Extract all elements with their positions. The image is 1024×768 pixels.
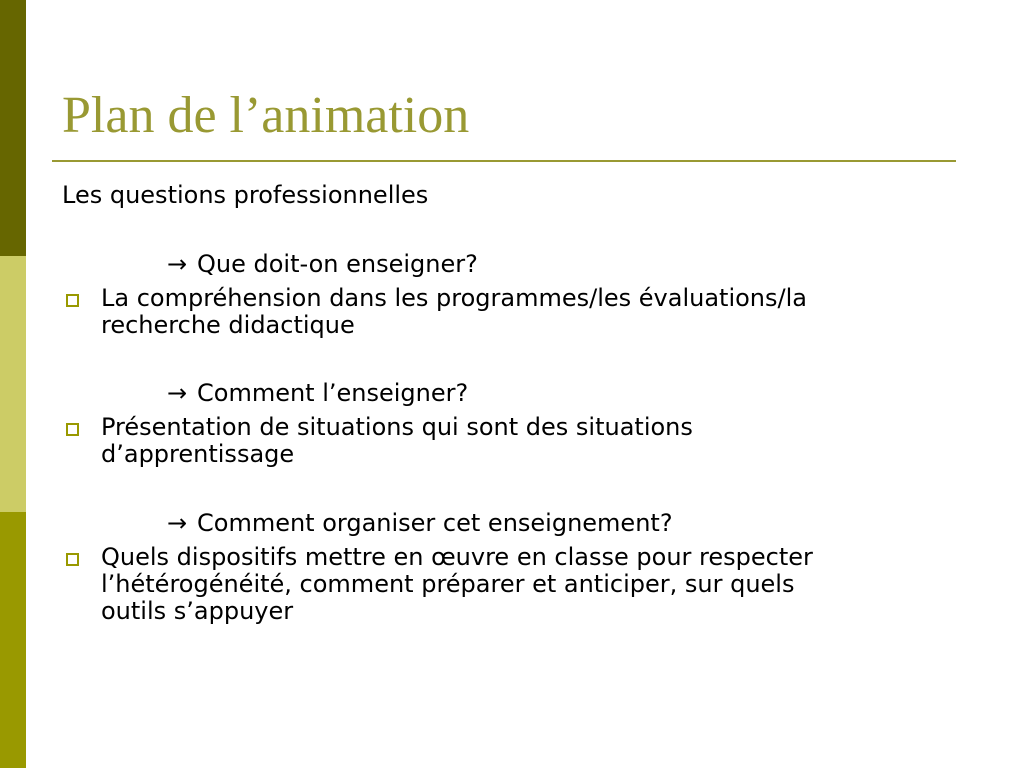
bullet-line: d’apprentissage xyxy=(101,440,295,468)
arrow-right-icon: → xyxy=(167,379,188,407)
bullet-line: outils s’appuyer xyxy=(101,597,294,625)
question-line-1 xyxy=(167,250,478,278)
question-text: Comment organiser cet enseignement? xyxy=(197,509,673,537)
bullet-text xyxy=(101,544,971,625)
bullet-text xyxy=(101,414,971,468)
arrow-right-icon: → xyxy=(167,509,188,537)
bullet-text xyxy=(101,285,971,339)
bullet-line: Présentation de situations qui sont des situations xyxy=(101,413,693,441)
square-bullet-icon xyxy=(66,294,79,307)
bullet-line: Quels dispositifs mettre en œuvre en classe pour respecter xyxy=(101,543,813,571)
intro-text: Les questions professionnelles xyxy=(62,181,429,209)
bullet-line: l’hétérogénéité, comment préparer et anticiper, sur quels xyxy=(101,570,795,598)
question-text: Que doit-on enseigner? xyxy=(197,250,478,278)
question-line-3 xyxy=(167,509,673,537)
slide-title: Plan de l’animation xyxy=(62,87,470,144)
question-text: Comment l’enseigner? xyxy=(197,379,469,407)
bullet-line: La compréhension dans les programmes/les évaluations/la xyxy=(101,284,807,312)
square-bullet-icon xyxy=(66,423,79,436)
arrow-right-icon: → xyxy=(167,250,188,278)
question-line-2 xyxy=(167,379,468,407)
square-bullet-icon xyxy=(66,553,79,566)
bullet-line: recherche didactique xyxy=(101,311,355,339)
